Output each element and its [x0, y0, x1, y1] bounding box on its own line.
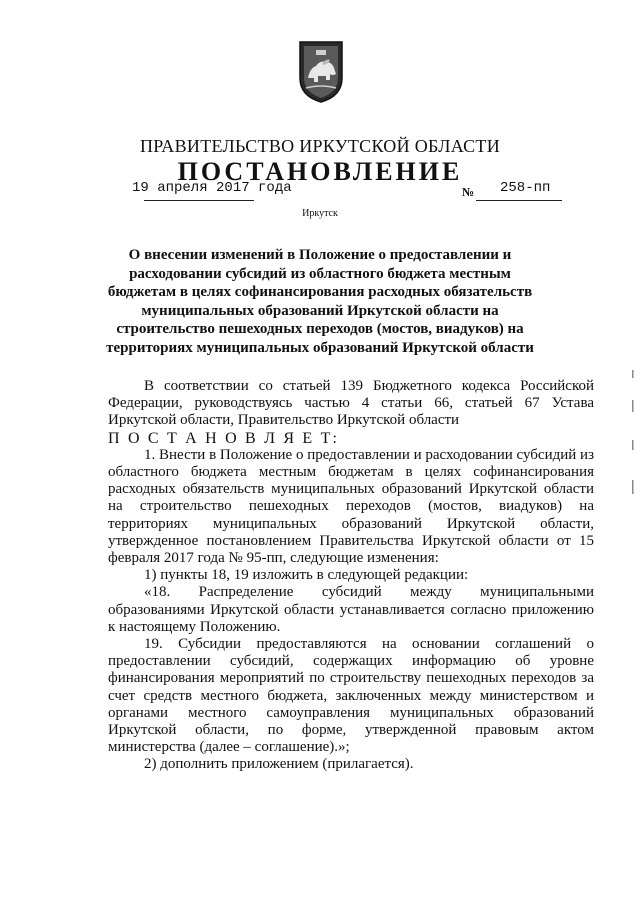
date-underline — [144, 200, 254, 201]
body-paragraph-basis: В соответствии со статьей 139 Бюджетного кодекса Российской Федерации, руководствуясь частью 4 статьи 66, статьей 67 Устава Иркутской области, Правительство Иркутской области — [108, 378, 594, 429]
scan-margin-marks — [630, 360, 636, 520]
body-paragraph-1-2: 2) дополнить приложением (прилагается). — [144, 756, 414, 773]
document-body — [108, 378, 594, 774]
document-date: 19 апреля 2017 года — [132, 180, 292, 196]
number-underline — [476, 200, 562, 201]
decree-word: П О С Т А Н О В Л Я Е Т: — [108, 429, 340, 447]
number-sign: № — [462, 185, 475, 199]
body-paragraph-1: 1. Внести в Положение о предоставлении и расходовании субсидий из областного бюджета местным бюджетам в целях софинансирования расходных обязательств муниципальных образований Иркутской области на строительство пешеходных переходов (мостов, виадуков) на территориях муниципальных образований Иркутской области, утвержденное постановлением Правительства Иркутской области от 15 февраля 2017 года № 95-пп, следующие изменения: — [108, 446, 594, 567]
document-subject: О внесении изменений в Положение о предоставлении и расходовании субсидий из областного бюджета местным бюджетам в целях софинансирования расходных обязательств муниципальных образований Иркутской области на строительство пешеходных переходов (мостов, виадуков) на территориях муниципальных образований Иркутской области — [106, 247, 534, 356]
document-number: 258-пп — [500, 180, 551, 196]
body-paragraph-item-18: «18. Распределение субсидий между муниципальными образованиями Иркутской области устанавливается согласно приложению к настоящему Положению. — [108, 584, 594, 635]
government-title: ПРАВИТЕЛЬСТВО ИРКУТСКОЙ ОБЛАСТИ — [139, 136, 501, 156]
body-paragraph-item-19: 19. Субсидии предоставляются на основании соглашений о предоставлении субсидий, содержащих информацию об уровне финансирования мероприятий по строительству пешеходных переходов за счет средств местного бюджета, заключенных между министерством и органами местного самоуправления муниципальных образований Иркутской области, по форме, утвержденной правовым актом министерства (далее – соглашение).»; — [108, 636, 594, 756]
document-city: Иркутск — [302, 208, 338, 219]
body-paragraph-1-1: 1) пункты 18, 19 изложить в следующей редакции: — [144, 567, 469, 584]
irkutsk-coat-of-arms-icon — [296, 38, 346, 104]
document-type: ПОСТАНОВЛЕНИЕ — [177, 157, 463, 186]
